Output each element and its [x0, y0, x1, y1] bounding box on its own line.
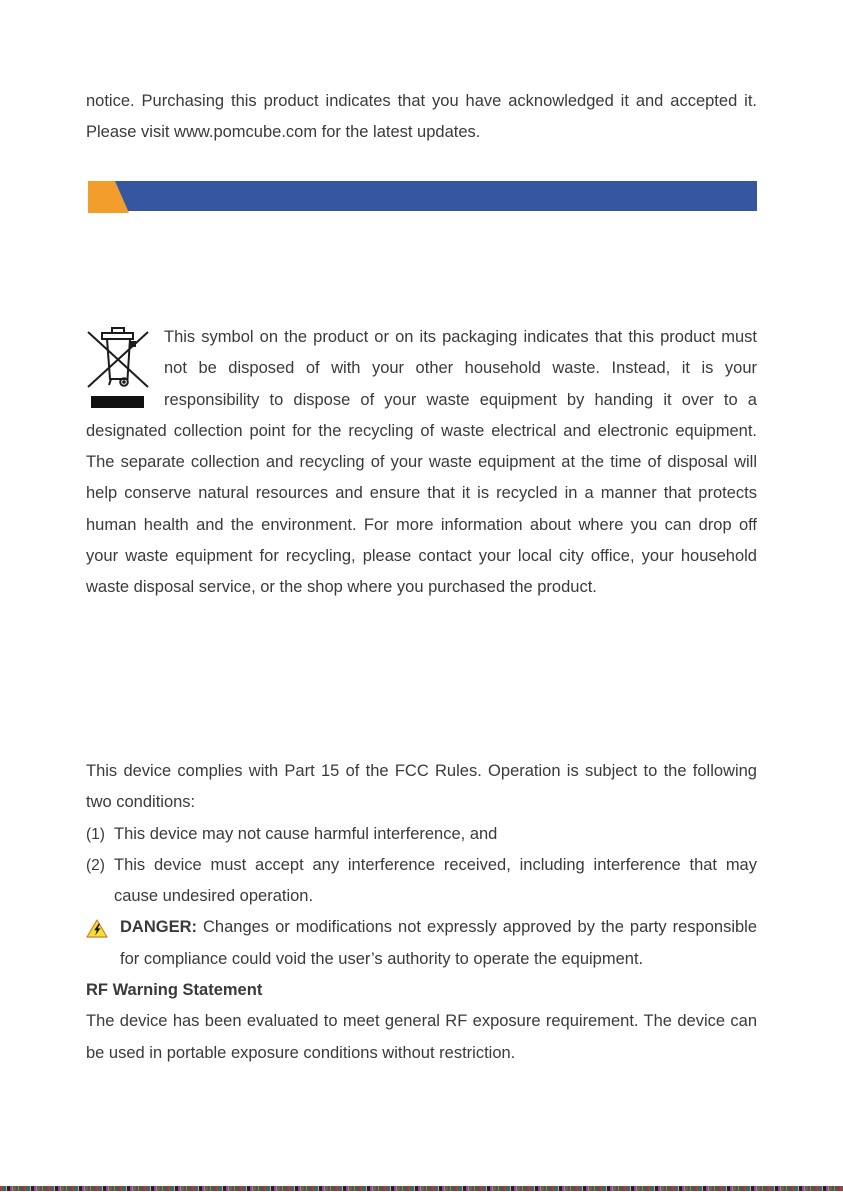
fcc-condition-2-text: This device must accept any interference received, including interference that may cause undesired operation. [114, 855, 757, 906]
danger-note [86, 912, 757, 975]
warning-lightning-icon [86, 918, 108, 937]
fcc-intro-paragraph: This device complies with Part 15 of the FCC Rules. Operation is subject to the following two conditions: [86, 762, 757, 812]
weee-paragraph [86, 322, 757, 604]
fcc-condition-1-text: This device may not cause harmful interference, and [114, 824, 498, 843]
intro-paragraph: notice. Purchasing this product indicates that you have acknowledged it and accepted it. Please visit www.pomcube.com for the latest updates. [86, 92, 757, 142]
fcc-condition-2 [86, 850, 757, 913]
section-banner [88, 181, 757, 211]
rf-warning-heading: RF Warning Statement [86, 981, 263, 1000]
danger-label: DANGER: [120, 918, 197, 937]
weee-crossed-out-bin-icon [86, 325, 150, 411]
weee-text: This symbol on the product or on its packaging indicates that this product must not be disposed of with your other household waste. Instead, it is your responsibility to dispose of your waste equipment by handing it over to a designated collection point for the recycling of waste electrical and electronic equipment. The separate collection and recycling of your waste equipment at the time of disposal will help conserve natural resources and ensure that it is recycled in a manner that protects human health and the environment. For more information about where you can drop off your waste equipment for recycling, please contact your local city office, your household waste disposal service, or the shop where you purchased the product. [86, 328, 757, 597]
banner-orange-accent [88, 181, 130, 213]
weee-section [86, 322, 757, 604]
fcc-condition-1 [86, 819, 757, 850]
fcc-condition-1-marker: (1) [86, 825, 105, 843]
fcc-section [86, 756, 757, 1069]
rf-warning-text: The device has been evaluated to meet general RF exposure requirement. The device can be used in portable exposure conditions without restriction. [86, 1012, 757, 1062]
scan-noise-strip [0, 1186, 843, 1191]
fcc-condition-2-marker: (2) [86, 856, 105, 874]
danger-text: Changes or modifications not expressly approved by the party responsible for compliance could void the user’s authority to operate the equipment. [120, 918, 757, 968]
